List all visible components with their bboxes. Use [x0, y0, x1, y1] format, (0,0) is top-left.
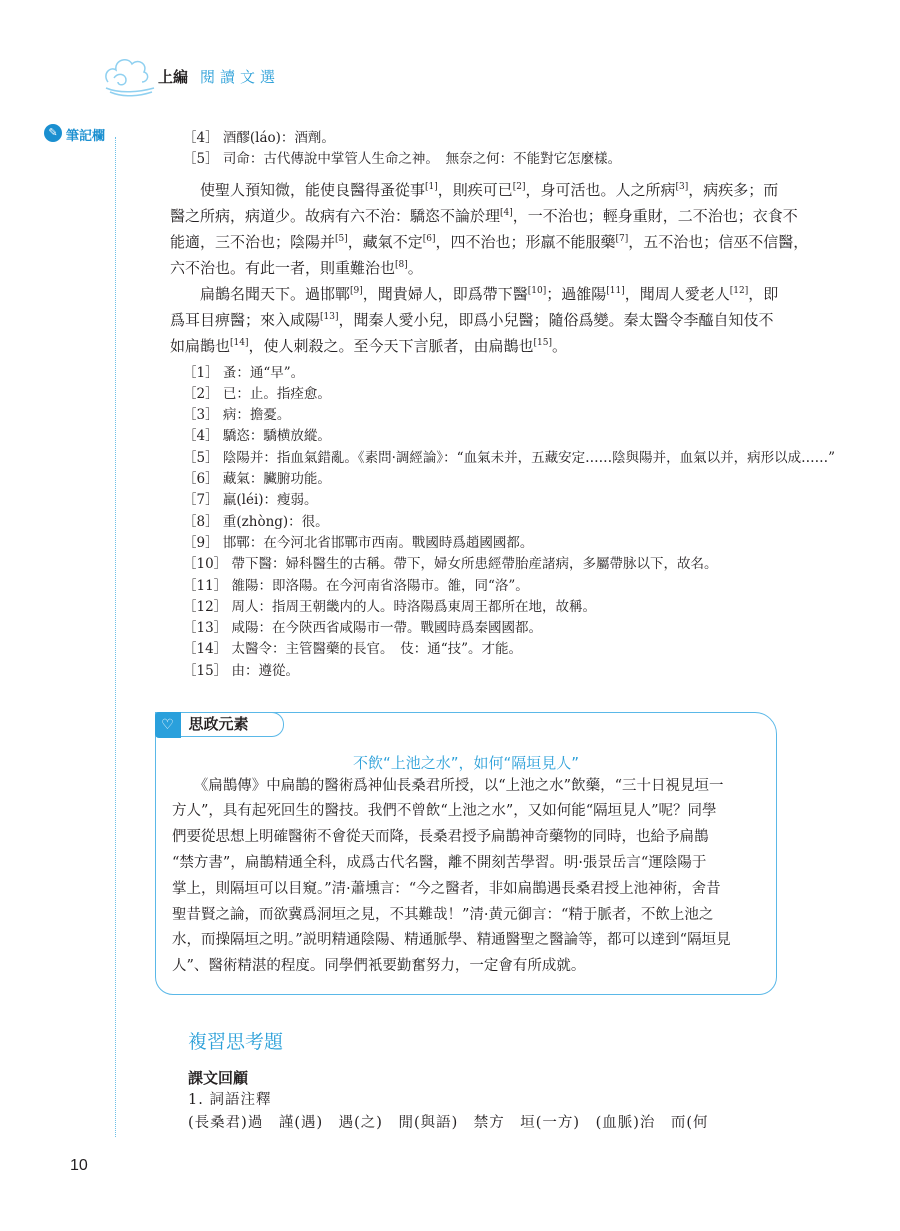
- footnote-ref: [3]: [675, 181, 689, 192]
- body-line: 爲耳目痹醫；來入咸陽[13]，聞秦人愛小兒，即爲小兒醫；隨俗爲變。秦太醫令李醯自知伎不: [170, 310, 774, 329]
- pencil-note-icon: ✎: [44, 124, 62, 142]
- book-part-label: 上編: [158, 68, 189, 86]
- paragraph-2: [170, 281, 810, 359]
- footnote-ref: [15]: [533, 337, 552, 348]
- review-subsection: 課文回顧: [188, 1068, 249, 1087]
- ideology-line: 掌上，則隔垣可以目窺。”清·蕭壎言：“今之醫者，非如扁鵲遇長桑君授上池神術，舍昔: [172, 880, 721, 897]
- paragraph-1: [170, 177, 810, 281]
- footnote: ［14］ 太醫令：主管醫藥的長官。 伎：通“技”。才能。: [183, 641, 523, 658]
- body-line: 能適，三不治也；陰陽并[5]，藏氣不定[6]，四不治也；形羸不能服藥[7]，五不治也；信巫不信醫，: [170, 232, 809, 251]
- terms-line: (長桑君)過 謹(遇) 遇(之) 閒(與語) 禁方 垣(一方) (血脈)治 而(何: [188, 1114, 709, 1131]
- footnote: ［15］ 由：遵從。: [183, 662, 299, 679]
- ideology-line: 《扁鵲傳》中扁鵲的醫術爲神仙長桑君所授，以“上池之水”飲藥，“三十日視見垣一: [172, 777, 724, 794]
- ideology-title: 不飲“上池之水”，如何“隔垣見人”: [352, 753, 580, 772]
- footnote: ［4］ 驕恣：驕横放縱。: [183, 428, 331, 445]
- section-label: 閱讀文選: [200, 68, 281, 86]
- ideology-line: 方人”，具有起死回生的醫技。我們不曾飲“上池之水”，又如何能“隔垣見人”呢？同學: [172, 803, 717, 820]
- footnote: ［1］ 蚤：通“早”。: [183, 364, 305, 381]
- footnote-ref: [4]: [500, 207, 513, 218]
- footnote: ［13］ 咸陽：在今陝西省咸陽市一帶。戰國時爲秦國國都。: [183, 620, 542, 637]
- footnote: ［6］ 藏氣：臟腑功能。: [183, 471, 331, 488]
- ideology-tab: [155, 712, 777, 738]
- footnote-list: [170, 363, 835, 682]
- footnote-ref: [12]: [729, 285, 749, 296]
- footnote-ref: [1]: [425, 181, 438, 192]
- footnote: ［5］ 司命：古代傳說中掌管人生命之神。 無奈之何：不能對它怎麼樣。: [183, 151, 622, 168]
- ideology-line: 聖昔賢之論，而欲冀爲洞垣之見，不其難哉！”清·黄元御言：“精于脈者，不飲上池之: [172, 906, 714, 923]
- footnote-ref: [9]: [350, 285, 363, 296]
- footnote-ref: [13]: [320, 311, 339, 322]
- ideology-line: 人”、醫術精湛的程度。同學們衹要勤奮努力，一定會有所成就。: [172, 958, 586, 975]
- ideology-line: “禁方書”，扁鵲精通全科，成爲古代名醫，離不開刻苦學習。明·張景岳言“運陰陽于: [172, 854, 707, 871]
- footnote: ［9］ 邯鄲：在今河北省邯鄲市西南。戰國時爲趙國國都。: [183, 534, 534, 551]
- footnote-ref: [2]: [512, 181, 526, 192]
- footnote-ref: [10]: [527, 285, 547, 296]
- footnote-ref: [6]: [422, 233, 436, 244]
- footnote: ［7］ 羸(léi)：瘦弱。: [183, 492, 318, 509]
- footnote: ［2］ 已：止。指痊愈。: [183, 385, 331, 402]
- ideology-box: [155, 712, 777, 995]
- body-line: 醫之所病，病道少。故病有六不治：驕恣不論於理[4]，一不治也；輕身重財，二不治也；衣食不: [170, 206, 798, 225]
- footnote: ［11］ 雒陽：即洛陽。在今河南省洛陽市。雒，同“洛”。: [183, 577, 529, 594]
- cloud-logo-icon: [100, 52, 156, 98]
- footnote: ［8］ 重(zhòng)：很。: [183, 513, 329, 530]
- body-line: 使聖人預知微，能使良醫得蚤從事[1]，則疾可已[2]，身可活也。人之所病[3]，病疾多；而: [170, 180, 779, 199]
- review-item-1: 1. 詞語注釋: [188, 1091, 272, 1108]
- footnote-ref: [8]: [395, 259, 408, 270]
- top-footnotes: [170, 128, 810, 171]
- ideology-text: [156, 774, 776, 980]
- footnote: ［4］ 酒醪(láo)：酒劑。: [183, 130, 335, 146]
- ideology-line: 們要從思想上明確醫術不會從天而降，長桑君授予扁鵲神奇藥物的同時，也給予扁鵲: [172, 829, 709, 846]
- footnote-ref: [7]: [615, 233, 629, 244]
- footnote: ［10］ 帶下醫：婦科醫生的古稱。帶下，婦女所患經帶胎産諸病，多屬帶脉以下，故名。: [183, 556, 718, 573]
- body-line: 六不治也。有此一者，則重難治也[8]。: [170, 258, 423, 277]
- ideology-line: 水，而操隔垣之明。”説明精通陰陽、精通脈學、精通醫聖之醫論等，都可以達到“隔垣見: [172, 932, 731, 949]
- footnote-ref: [11]: [606, 285, 625, 296]
- review-section-title: 複習思考題: [188, 1030, 284, 1053]
- footnote-ref: [14]: [230, 337, 249, 348]
- notes-column-line: [115, 137, 116, 1137]
- footnote: ［5］ 陰陽并：指血氣錯亂。《素問·調經論》：“血氣未并，五藏安定……陰與陽并，血氣以并，病形以成……”: [183, 449, 835, 466]
- body-line: 如扁鵲也[14]，使人刺殺之。至今天下言脈者，由扁鵲也[15]。: [170, 336, 568, 355]
- main-column: [161, 128, 835, 1135]
- ideology-tab-label: 思政元素: [181, 712, 284, 737]
- footnote: ［12］ 周人：指周王朝畿内的人。時洛陽爲東周王都所在地，故稱。: [183, 598, 596, 615]
- heart-hands-icon: ♡: [155, 712, 181, 738]
- footnote: ［3］ 病：擔憂。: [183, 407, 291, 424]
- page-number: 10: [70, 1157, 88, 1174]
- body-line: 扁鵲名聞天下。過邯鄲[9]，聞貴婦人，即爲帶下醫[10]；過雒陽[11]，聞周人愛老人[12]，即: [170, 284, 779, 303]
- notes-column-label: 筆記欄: [66, 129, 106, 144]
- footnote-ref: [5]: [335, 233, 348, 244]
